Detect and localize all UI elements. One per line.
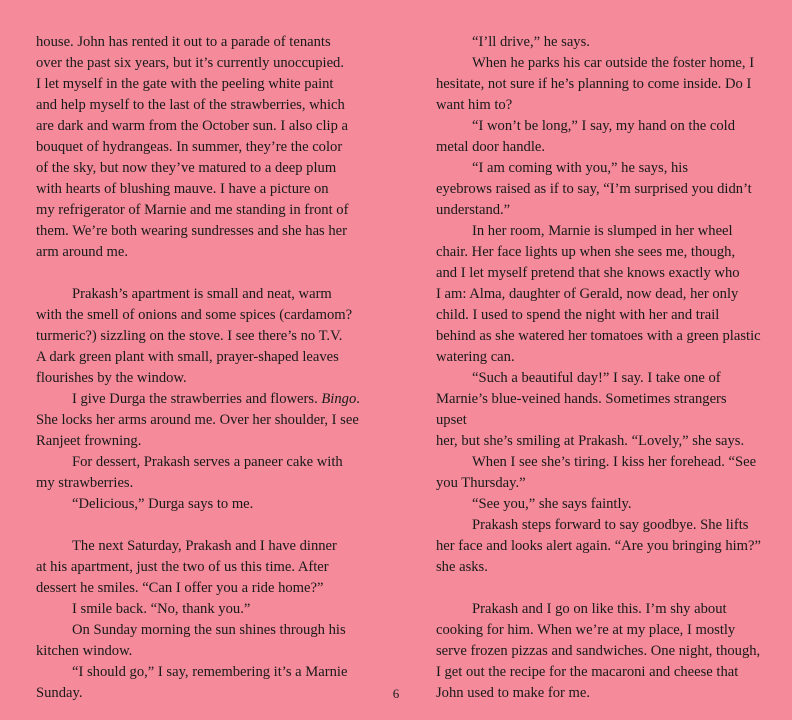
section-break	[36, 515, 366, 536]
paragraph: house. John has rented it out to a parade of tenants over the past six years, but it’s currently unoccupied. I let myself in the gate with the peeling white paint and help myself to the last of the strawberries, which are dark and warm from the October sun. I also clip a bouquet of hydrangeas. In summer, they’re the color of the sky, but now they’ve matured to a deep plum with hearts of blushing mauve. I have a picture on my refrigerator of Marnie and me standing in front of them. We’re both wearing sundresses and she has her arm around me.	[36, 34, 349, 260]
paragraph: I give Durga the strawberries and flowers. Bingo. She locks her arms around me. Over her shoulder, I see Ranjeet frowning.	[36, 391, 360, 449]
paragraph: The next Saturday, Prakash and I have dinner at his apartment, just the two of us this time. After dessert he smiles. “Can I offer you a ride home?”	[36, 538, 337, 596]
paragraph: “I won’t be long,” I say, my hand on the cold metal door handle.	[436, 118, 736, 155]
paragraph: Prakash steps forward to say goodbye. She lifts her face and looks alert again. “Are you bringing him?” she asks.	[436, 517, 761, 575]
paragraph: “See you,” she says faintly.	[472, 496, 632, 512]
paragraph: “I’ll drive,” he says.	[472, 34, 590, 50]
paragraph: For dessert, Prakash serves a paneer cake with my strawberries.	[36, 454, 343, 491]
paragraph: I smile back. “No, thank you.”	[72, 601, 251, 617]
paragraph: Prakash’s apartment is small and neat, warm with the smell of onions and some spices (cardamom? turmeric?) sizzling on the stove. I see there’s no T.V. A dark green plant with small, prayer-shaped leaves flourishes by the window.	[36, 286, 353, 386]
left-column	[36, 32, 366, 704]
paragraph: When he parks his car outside the foster home, I hesitate, not sure if he’s planning to come inside. Do I want him to?	[436, 55, 755, 113]
paragraph: “Such a beautiful day!” I say. I take one of Marnie’s blue-veined hands. Sometimes strangers upset her, but she’s smiling at Prakash. “Lovely,” she says.	[436, 370, 745, 449]
paragraph: When I see she’s tiring. I kiss her forehead. “See you Thursday.”	[436, 454, 757, 491]
paragraph: “Delicious,” Durga says to me.	[72, 496, 254, 512]
right-column	[436, 32, 761, 704]
paragraph: Prakash and I go on like this. I’m shy about cooking for him. When we’re at my place, I mostly serve frozen pizzas and sandwiches. One night, though, I get out the recipe for the macaroni and cheese that John used to make for me.	[436, 601, 761, 701]
emphasis: Bingo	[321, 391, 357, 407]
paragraph: On Sunday morning the sun shines through his kitchen window.	[36, 622, 346, 659]
section-break	[436, 578, 761, 599]
section-break	[36, 263, 366, 284]
paragraph: “I should go,” I say, remembering it’s a Marnie Sunday.	[36, 664, 348, 701]
paragraph: In her room, Marnie is slumped in her wheel chair. Her face lights up when she sees me, though, and I let myself pretend that she knows exactly who I am: Alma, daughter of Gerald, now dead, her only child. I used to spend the night with her and trail behind as she watered her tomatoes with a green plastic watering can.	[436, 223, 761, 365]
paragraph: “I am coming with you,” he says, his eyebrows raised as if to say, “I’m surprised you didn’t understand.”	[436, 160, 752, 218]
page-number: 6	[392, 686, 400, 701]
